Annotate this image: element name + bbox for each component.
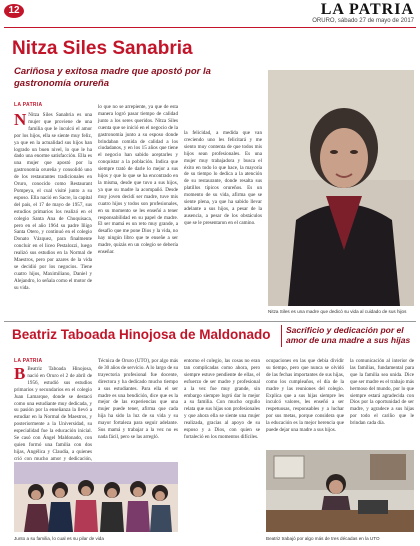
story2-photo1-caption: Junto a su familia, lo cual es su pilar de vida [14,536,104,541]
story1-photo-caption: Nitza Siles es una madre que dedicó su vida al cuidado de sus hijos [268,309,407,314]
story1-subhead: Cariñosa y exitosa madre que apostó por la gastronomía orureña [14,66,211,89]
story2-column-2: Técnica de Oruro (UTO), por algo más de 30 años de servicio. A lo largo de su trayectoria profesional fue docente, directora y ha dedicado mucho tiempo a sus estudiantes. Para ella el ser madre es una bendición, dice que es la mejor de las experiencias que una mujer puede tener, afirma que cada hija ha sido la luz de su vida y su mayor fortaleza para seguir adelante. Sus mamá y trabajar a la vez no es nada fácil, pero se las arregló. [98,358,178,440]
story2-headline: Beatriz Taboada Hinojosa de Maldonado [12,327,271,342]
story2-photo2-caption: Beatriz trabajó por algo más de tres décadas en la UTO [266,536,380,541]
story2-column-1 [14,366,92,460]
masthead [312,1,414,24]
family-illustration [14,462,178,532]
story2-column-1-text: Beatriz Taboada Hinojosa, nació en Oruro el 2 de abril de 1956, estudió sus estudios primarios y secundarios en el colegio Juan Lamarque, donde se destacó como una estudiante muy dedicada, y su pasión por la enseñanza la llevó a estudiar en la Normal de Maestros, y posteriormente a la Universidad, su especialidad fue la educación inicial. Se casó con Ángel Maldonado, con quien formó una familia con dos hijas, Angélica y Claudia, a quienes crió con mucho amor y dedicación, [14,366,92,462]
top-rule [4,27,416,28]
office-illustration [266,450,414,532]
story1-credit: LA PATRIA [14,102,43,108]
page-number: 12 [4,4,24,18]
story2-photo-office [266,450,414,532]
story1-dropcap: N [14,110,27,129]
story2-column-3: entorno el colegio, las cosas no eran tan complicadas como ahora, pero siempre estuve pendiente de ellas, el esfuerzo de ser madre y profesional a la vez fue muy grande, sin embargo siempre logró dar lo mejor a su familia. Con mucho orgullo relata que sus hijas son profesionales y que ahora ella se siente una mujer realizada, gracias al apoyo de su esposo y a Dios, con quien se fortaleció en los momentos difíciles. [184,358,260,440]
story1-column-2: lo que no se arrepiente, ya que de esta manera logró pasar tiempo de calidad junto a los seres queridos. Nitza Siles cuenta que se inició en el negocio de la gastronomía junto a su esposo donde brindaban comida de calidad a los ciudadanos, y en los 15 años que tiene el negocio han sabido aceptarles y conquistar a la población. Indica que siempre trató de darle lo mejor a sus hijos y que lo que se ha encontrado en la misma, desde que tuvo a sus hijos, ya que su madre la acompañó. Desde muy joven decidí ser madre, tuve mis cuatro hijos y todos son profesionales, en su momento se les enseñó a tener responsabilidad en su papel de madre. El ser mamá es un reto muy grande, a desafío que me pone Dios y la vida, no hay ningún libro que te enseñe a ser madre, quizás en un colegio se debería enseñar. [98,104,178,256]
story1-column-1 [14,112,92,314]
newspaper-name: LA PATRIA [320,1,414,18]
story2-photo-family [14,462,178,532]
date-line: ORURO, sábado 27 de mayo de 2017 [312,18,414,24]
story2-column-5: la comunicación al interior de las familias, fundamental para que la familia sea unida. Dice que ser madre es el trabajo más hermoso del mundo, por lo que siempre estará agradecida con Dios por la oportunidad de ser madre, y agradece a sus hijas por todo el cariño que le brindan cada día. [350,358,414,427]
story2-dropcap: B [14,364,26,383]
portrait-illustration [268,70,414,306]
story1-headline: Nitza Siles Sanabria [12,38,193,59]
story2-subhead: Sacrificio y dedicación por el amor de una madre a sus hijas [286,325,411,345]
story2-column-4: ocupaciones en las que debía dividir su tiempo, pero que nunca se olvidó de las fechas importantes de sus hijas, como los cumpleaños, el día de la madre y las reuniones del colegio. Explica que a sus hijas siempre les inculcó valores, les enseñó a ser respetuosas, responsables y a luchar por sus metas, porque considera que la educación es la mejor herencia que puede dejar una madre a sus hijos. [266,358,344,434]
section-divider [4,321,416,322]
story1-column-3: la felicidad, a medida que van creciendo uno les felicitará y me siento muy contenta de que todos mis hijos sean profesionales. Es una mujer muy trabajadora y busca el éxito en todo lo que hace, la mayoría de su tiempo lo dedica a la atención de su restaurante, donde resalta sus platillos típicos orureños. Es un momento de su vida, afirma que se siente plena, ya que ha sabido llevar adelante a sus hijos, a pesar de la ausencia, a pesar de los obstáculos que se le presentaron en el camino. [184,130,262,226]
story2-subhead-rule [281,325,282,347]
story1-photo-portrait [268,70,414,306]
story1-column-1-text: Nitza Siles Sanabria es una mujer que proviene de una familia que le inculcó el amor por los hijos, ella se siente muy feliz, ya que en la actualidad sus hijos han logrado un buen nivel, lo que le ha dado una enorme satisfacción. Ella es una mujer que apostó por la gastronomía orureña y consolidó uno de los restaurantes tradicionales en Oruro, conocido como Restaurant Pompeya, el cual visité junto a su esposo. Ella nació en Sacre, la capital del país, el 17 de mayo de 1957, sus estudios primarios los realizó en el colegio Santa Ana de Chuquisaca, pero en el año 1964 su padre Iñigo Santa Otero, y continuó en el colegio Donato Vázquez, para finalmente concluir en el liceo Pestalozzi, luego realizó sus estudios en la Normal de Maestros, pero por azares de la vida se decidió por los negocios. Tiene cuatro hijos, Maximiliano, Daniel y Alejandro, lo señala como el motor de su vida. [14,112,92,291]
story2-credit: LA PATRIA [14,358,43,364]
